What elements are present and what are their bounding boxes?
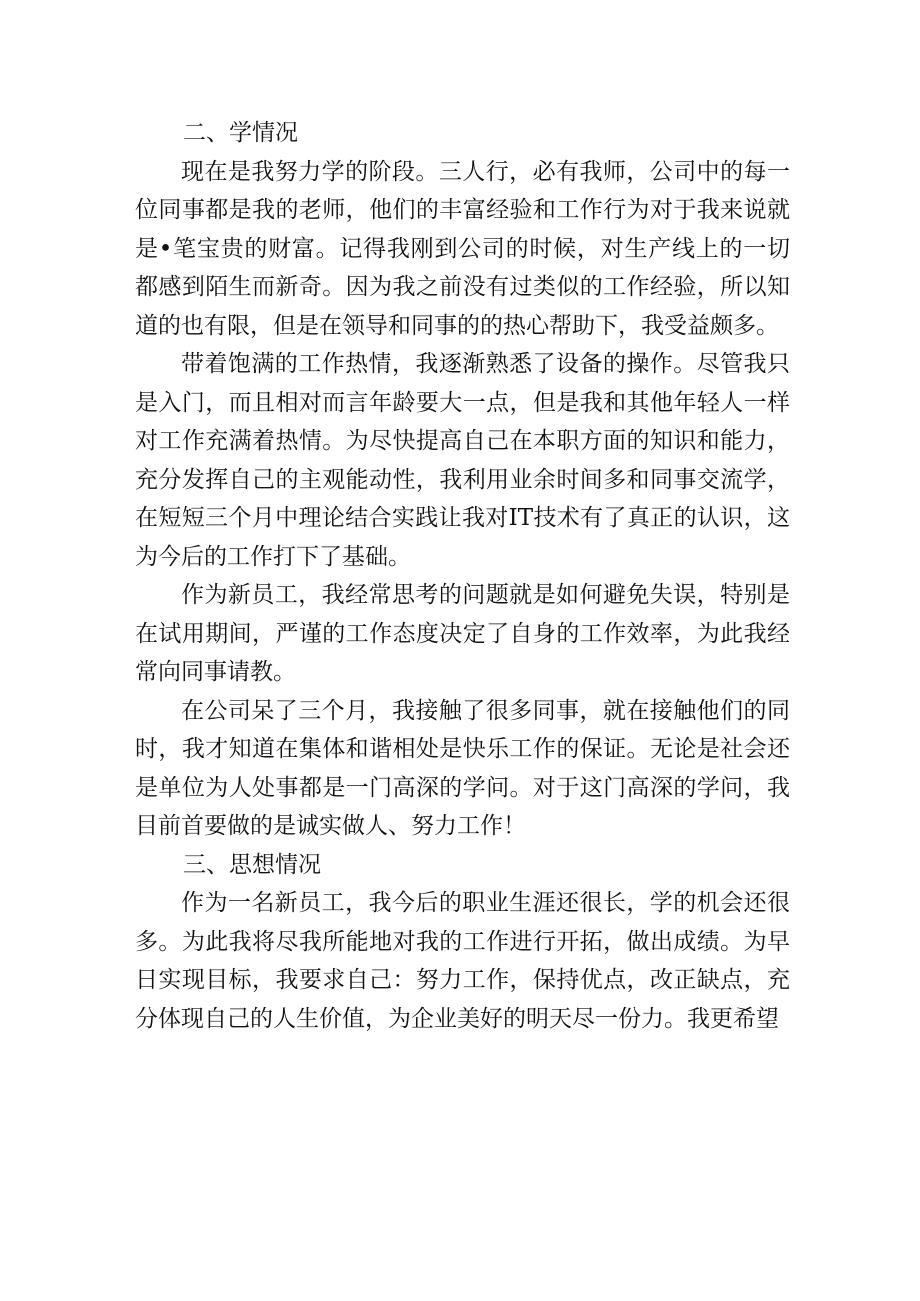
paragraph-career: 作为一名新员工，我今后的职业生涯还很长，学的机会还很多。为此我将尽我所能地对我的工作进行开拓，做出成绩。为早日实现目标，我要求自己：努力工作，保持优点，改正缺点，充分体现自己的人生价值，为企业美好的明天尽一份力。我更希望 [135, 890, 790, 1032]
paragraph-avoid-mistakes: 作为新员工，我经常思考的问题就是如何避免失误，特别是在试用期间，严谨的工作态度决定了自身的工作效率，为此我经常向同事请教。 [135, 582, 790, 685]
paragraph-colleagues: 在公司呆了三个月，我接触了很多同事，就在接触他们的同时，我才知道在集体和谐相处是快乐工作的保证。无论是社会还是单位为人处事都是一门高深的学问。对于这门高深的学问，我目前首要做的是诚实做人、努力工作！ [135, 697, 790, 839]
paragraph-study-stage: 现在是我努力学的阶段。三人行，必有我师，公司中的每一位同事都是我的老师，他们的丰富经验和工作行为对于我来说就是•笔宝贵的财富。记得我刚到公司的时候，对生产线上的一切都感到陌生而新奇。因为我之前没有过类似的工作经验，所以知道的也有限，但是在领导和同事的的热心帮助下，我受益颇多。 [135, 158, 790, 339]
section-heading-study: 二、学情况 [183, 120, 298, 146]
document-body [135, 114, 790, 1038]
section-heading-thoughts: 三、思想情况 [183, 851, 321, 878]
paragraph-work-enthusiasm: 带着饱满的工作热情，我逐渐熟悉了设备的操作。尽管我只是入门，而且相对而言年龄要大一点，但是我和其他年轻人一样对工作充满着热情。为尽快提高自己在本职方面的知识和能力，充分发挥自己的主观能动性，我利用业余时间多和同事交流学，在短短三个月中理论结合实践让我对IT技术有了真正的认识，这为今后的工作打下了基础。 [135, 351, 790, 570]
